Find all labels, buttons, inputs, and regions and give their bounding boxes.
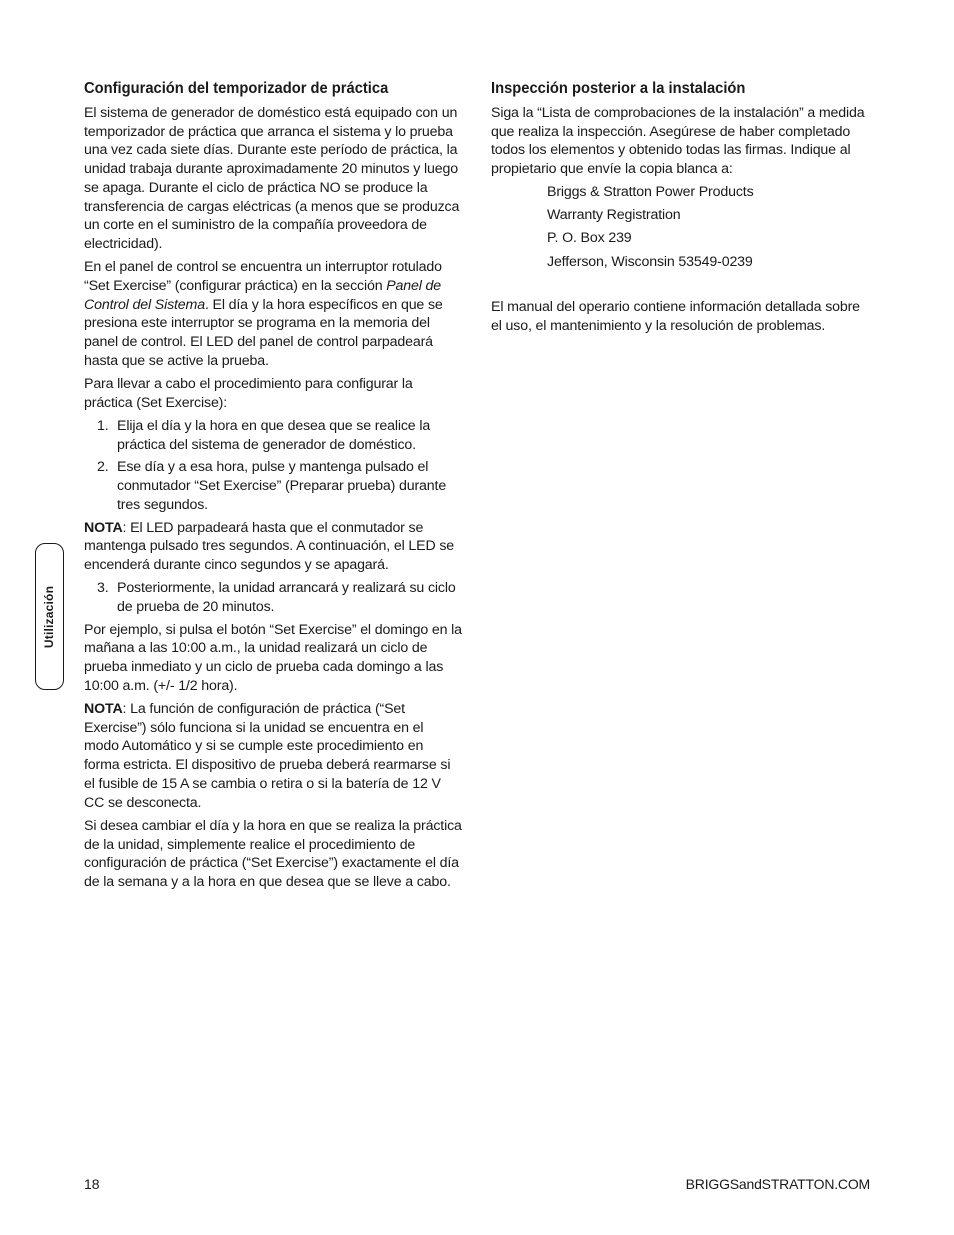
page-number: 18 — [84, 1176, 100, 1192]
right-column — [491, 80, 871, 340]
paragraph: El sistema de generador de doméstico está equipado con un temporizador de práctica que arranca el sistema y lo prueba una vez cada siete días. Durante este período de práctica, la unidad trabaja durante aproximadamente 20 minutos y luego se apaga. Durante el ciclo de práctica NO se produce la transferencia de cargas eléctricas (a menos que se produzca un corte en el suministro de la compañía proveedora de electricidad). — [84, 105, 460, 252]
left-column — [84, 80, 462, 896]
side-tab-label: Utilización — [42, 585, 56, 649]
paragraph: En el panel de control se encuentra un interruptor rotulado “Set Exercise” (configurar práctica) en la sección Panel de Control del Sistema. El día y la hora específicos en que se presiona este interruptor se programa en la memoria del panel de control. El LED del panel de control parpadeará hasta que se active la prueba. — [84, 259, 443, 369]
section-heading-post-install-inspection: Inspección posterior a la instalación — [491, 80, 746, 97]
list-item: 2. Ese día y a esa hora, pulse y mantenga pulsado el conmutador “Set Exercise” (Preparar prueba) durante tres segundos. — [97, 459, 447, 513]
paragraph: Para llevar a cabo el procedimiento para configurar la práctica (Set Exercise): — [84, 376, 413, 411]
address-line: Briggs & Stratton Power Products — [547, 183, 754, 200]
steps-list — [84, 417, 462, 515]
list-item: 1. Elija el día y la hora en que desea que se realice la práctica del sistema de generador de doméstico. — [97, 418, 431, 453]
paragraph: Por ejemplo, si pulsa el botón “Set Exercise” el domingo en la mañana a las 10:00 a.m., la unidad realizará un ciclo de prueba inmediato y un ciclo de prueba cada domingo a las 10:00 a.m. (+/- 1/2 hora). — [84, 621, 462, 694]
address-line: Warranty Registration — [547, 207, 681, 224]
address-line: Jefferson, Wisconsin 53549-0239 — [547, 253, 753, 270]
paragraph: Siga la “Lista de comprobaciones de la instalación” a medida que realiza la inspección. Asegúrese de haber completado todos los elementos y obtenido todas las firmas. Indique al propietario que envíe la copia blanca a: — [491, 105, 865, 178]
mailing-address — [491, 181, 871, 274]
steps-list-continued — [84, 579, 462, 616]
note: NOTA: El LED parpadeará hasta que el conmutador se mantenga pulsado tres segundos. A continuación, el LED se encenderá durante cinco segundos y se apagará. — [84, 519, 455, 573]
paragraph: Si desea cambiar el día y la hora en que se realiza la práctica de la unidad, simplemente realice el procedimiento de configuración de práctica (“Set Exercise”) exactamente el día de la semana y a la hora en que desea que se lleve a cabo. — [84, 817, 462, 890]
section-heading-exercise-timer: Configuración del temporizador de práctica — [84, 80, 389, 97]
note: NOTA: La función de configuración de práctica (“Set Exercise”) sólo funciona si la unidad se encuentra en el modo Automático y si se cumple este procedimiento en forma estricta. El dispositivo de prueba deberá rearmarse si el fusible de 15 A se cambia o retira o si la batería de 12 V CC se desconecta. — [84, 701, 451, 811]
list-item: 3. Posteriormente, la unidad arrancará y realizará su ciclo de prueba de 20 minutos. — [97, 580, 456, 615]
paragraph: El manual del operario contiene información detallada sobre el uso, el mantenimiento y la resolución de problemas. — [491, 299, 860, 334]
address-line: P. O. Box 239 — [547, 230, 632, 247]
footer-website: BRIGGSandSTRATTON.COM — [685, 1176, 870, 1192]
